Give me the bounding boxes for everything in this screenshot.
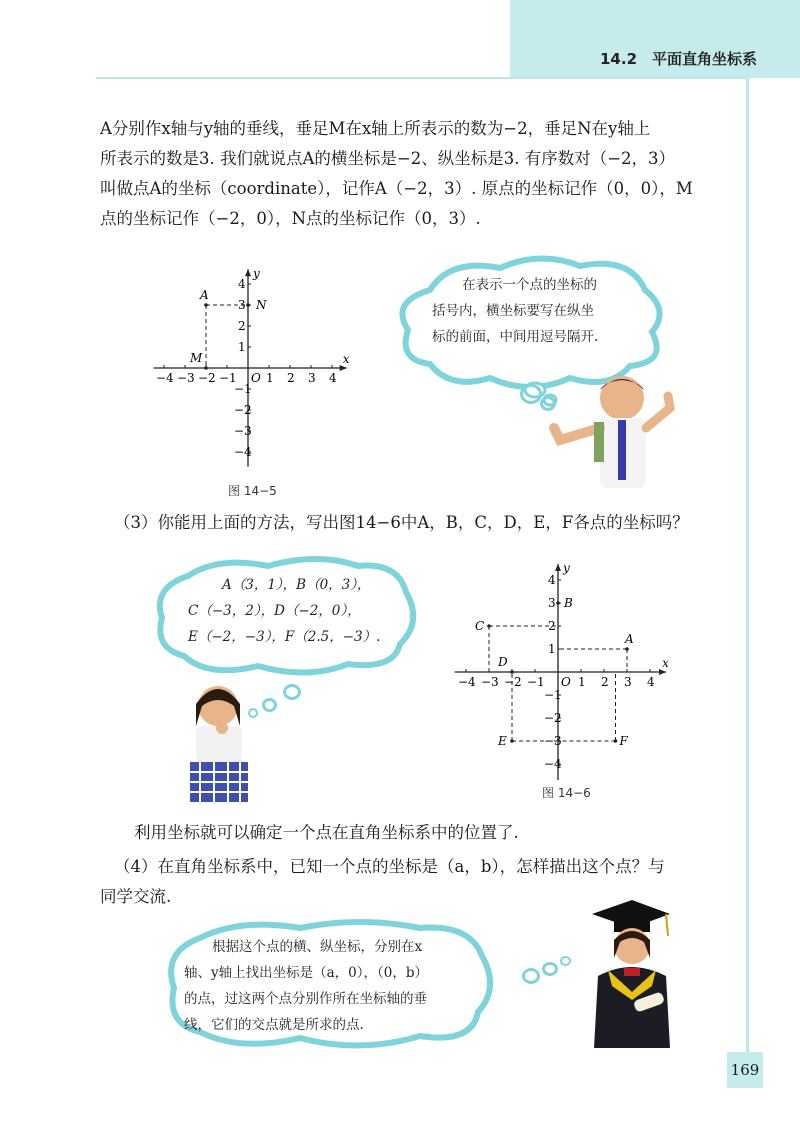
y-tick-label: 2	[238, 319, 246, 333]
y-tick-label: −2	[544, 711, 562, 725]
point-A	[204, 303, 208, 307]
point-A	[625, 647, 629, 651]
bubble-line: 标的前面，中间用逗号隔开.	[432, 329, 599, 345]
x-tick-label: −1	[219, 371, 237, 385]
x-tick-label: −4	[458, 675, 476, 689]
bubble-line: 的点，过这两个点分别作所在坐标轴的垂	[184, 991, 427, 1007]
y-tick-label: −2	[234, 403, 252, 417]
point-label-B: B	[564, 596, 573, 610]
point-C	[487, 624, 491, 628]
y-axis-arrow	[555, 564, 561, 571]
y-tick-label: 4	[238, 277, 246, 291]
graduate-illustration	[584, 896, 674, 1052]
bubble-line: 线，它们的交点就是所求的点.	[184, 1017, 364, 1033]
figure-14-6	[450, 550, 680, 780]
y-tick-label: −4	[544, 757, 562, 771]
x-tick-label: −2	[198, 371, 216, 385]
thought-dot	[283, 684, 301, 700]
section-title: 14.2 平面直角坐标系	[600, 50, 758, 68]
y-tick-label: −3	[544, 734, 562, 748]
x-tick-label: −4	[156, 371, 174, 385]
point-E	[510, 739, 514, 743]
point-N	[246, 303, 250, 307]
text-line: 点的坐标记作（−2，0），N点的坐标记作（0，3）.	[100, 209, 481, 228]
text-line: 同学交流.	[100, 887, 172, 906]
x-tick-label: 4	[329, 371, 337, 385]
thought-dot	[560, 956, 571, 966]
thought-dot	[542, 962, 558, 976]
x-tick-label: 3	[624, 675, 632, 689]
y-axis-arrow	[245, 269, 251, 276]
girl-illustration	[180, 676, 260, 806]
y-tick-label: 3	[548, 596, 556, 610]
point-label-A: A	[625, 632, 634, 646]
point-label-A: A	[200, 288, 209, 302]
point-label-M: M	[190, 351, 203, 365]
y-tick-label: 2	[548, 619, 556, 633]
y-tick-label: −1	[234, 382, 252, 396]
x-tick-label: 4	[647, 675, 655, 689]
page-number: 169	[727, 1052, 763, 1088]
y-tick-label: 1	[548, 642, 556, 656]
y-tick-label: −1	[544, 688, 562, 702]
text-line: 叫做点A的坐标（coordinate），记作A（−2，3）. 原点的坐标记作（0，0），M	[100, 179, 693, 198]
x-tick-label: −1	[527, 675, 545, 689]
point-label-F: F	[619, 734, 628, 748]
y-tick-label: 3	[238, 298, 246, 312]
girl-bubble-text	[188, 572, 380, 650]
text-line: （4）在直角坐标系中，已知一个点的坐标是（a，b），怎样描出这个点？与	[114, 857, 665, 876]
boy-bubble-text	[432, 272, 598, 350]
figure-14-5	[140, 248, 370, 478]
question-4	[100, 852, 665, 912]
origin-label: O	[251, 371, 261, 385]
x-tick-label: 2	[287, 371, 295, 385]
y-tick-label: −4	[234, 445, 252, 459]
y-axis-label: y	[253, 266, 260, 281]
x-tick-label: 1	[266, 371, 274, 385]
point-label-E: E	[498, 734, 507, 748]
text-line: A分别作x轴与y轴的垂线，垂足M在x轴上所表示的数为−2，垂足N在y轴上	[100, 119, 651, 138]
x-tick-label: 2	[601, 675, 609, 689]
point-M	[204, 366, 208, 370]
x-axis-label: x	[342, 352, 350, 366]
side-strip	[746, 78, 749, 1068]
point-label-N: N	[256, 298, 267, 312]
x-tick-label: −2	[504, 675, 522, 689]
graduate-bubble-text	[184, 934, 428, 1038]
bubble-line: E（−2，−3），F（2.5，−3）.	[188, 629, 381, 645]
y-axis-label: y	[563, 560, 570, 575]
bubble-line: A（3，1），B（0，3），	[222, 577, 371, 593]
figure-14-5-caption: 图 14−5	[228, 484, 277, 498]
x-tick-label: −3	[481, 675, 499, 689]
point-label-D: D	[498, 655, 508, 669]
x-tick-label: 3	[308, 371, 316, 385]
bubble-line: 根据这个点的横、纵坐标，分别在x	[212, 939, 423, 955]
paragraph-2: 利用坐标就可以确定一个点在直角坐标系中的位置了.	[134, 823, 519, 842]
thought-dot	[262, 698, 277, 712]
y-tick-label: −3	[234, 424, 252, 438]
x-tick-label: −3	[177, 371, 195, 385]
boy-illustration	[540, 368, 690, 498]
y-tick-label: 1	[238, 340, 246, 354]
origin-label: O	[561, 675, 571, 689]
bubble-line: 轴、y轴上找出坐标是（a，0），（0，b）	[184, 965, 428, 981]
point-B	[556, 601, 560, 605]
text-line: 所表示的数是3. 我们就说点A的横坐标是−2、纵坐标是3. 有序数对（−2，3）	[100, 149, 676, 168]
thought-dot	[522, 968, 540, 984]
thought-dot	[520, 384, 542, 404]
x-axis-label: x	[662, 656, 669, 670]
header-divider	[96, 77, 746, 79]
question-3: （3）你能用上面的方法，写出图14−6中A，B，C，D，E，F各点的坐标吗？	[114, 513, 689, 532]
bubble-line: C（−3，2），D（−2，0），	[188, 603, 361, 619]
y-tick-label: 4	[548, 573, 556, 587]
point-label-C: C	[475, 619, 485, 633]
figure-14-6-caption: 图 14−6	[542, 786, 591, 800]
paragraph-1	[100, 114, 693, 234]
x-tick-label: 1	[578, 675, 586, 689]
point-F	[614, 739, 618, 743]
bubble-line: 括号内，横坐标要写在纵坐	[432, 303, 594, 319]
bubble-line: 在表示一个点的坐标的	[462, 277, 597, 293]
